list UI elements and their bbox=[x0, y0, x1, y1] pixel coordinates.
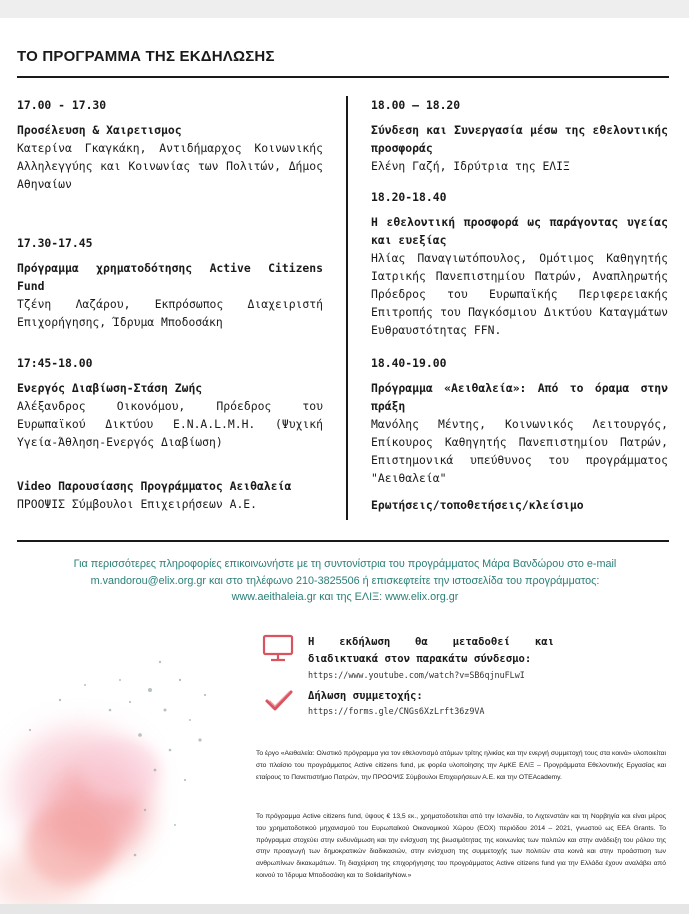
session-title: Σύνδεση και Συνεργασία μέσω της εθελοντικής προσφοράς bbox=[371, 123, 668, 155]
session-time: 18.00 – 18.20 bbox=[371, 98, 461, 112]
registration-label: Δήλωση συμμετοχής: bbox=[308, 690, 423, 702]
youtube-link[interactable]: https://www.youtube.com/watch?v=SB6qjnuFLwI bbox=[308, 670, 525, 680]
schedule-item bbox=[371, 188, 668, 339]
title-divider bbox=[17, 76, 669, 78]
schedule-item bbox=[371, 496, 668, 514]
session-speaker: Ελένη Γαζή, Ιδρύτρια της ΕΛΙΞ bbox=[371, 159, 570, 173]
top-band bbox=[0, 0, 689, 18]
session-speaker: Ηλίας Παναγιωτόπουλος, Ομότιμος Καθηγητής Ιατρικής Πανεπιστημίου Πατρών, Αναπληρωτής Πρόεδρος του Ευρωπαϊκής Περιφερειακής Επιτροπής του Παγκόσμιου Δικτύου Καταγμάτων Ευθραυστότητας FFN. bbox=[371, 251, 668, 337]
session-title: Πρόγραμμα «Αειθαλεία»: Από το όραμα στην πράξη bbox=[371, 381, 668, 413]
column-divider bbox=[346, 96, 348, 520]
session-time: 17.30-17.45 bbox=[17, 236, 93, 250]
session-title: Ερωτήσεις/τοποθετήσεις/κλείσιμο bbox=[371, 498, 584, 512]
monitor-icon bbox=[262, 634, 294, 662]
session-title: Video Παρουσίασης Προγράμματος Αειθαλεία bbox=[17, 479, 292, 493]
session-time: 17.00 - 17.30 bbox=[17, 98, 107, 112]
page-title: ΤΟ ΠΡΟΓΡΑΜΜΑ ΤΗΣ ΕΚΔΗΛΩΣΗΣ bbox=[17, 48, 275, 65]
session-title: Η εθελοντική προσφορά ως παράγοντας υγείας και ευεξίας bbox=[371, 215, 668, 247]
schedule-item bbox=[17, 354, 323, 451]
session-title: Ενεργός Διαβίωση-Στάση Ζωής bbox=[17, 381, 203, 395]
session-time: 18.20-18.40 bbox=[371, 190, 447, 204]
schedule-item bbox=[371, 354, 668, 487]
funding-description: Το πρόγραμμα Active citizens fund, ύψους € 13,5 εκ., χρηματοδοτείται από την Ισλανδία, το Λιχτενστάιν και τη Νορβηγία και είναι μέρος του χρηματοδοτικού μηχανισμού του Ευρωπαϊκού Οικονομικού Χώρου (ΕΟΧ) περιόδου 2014 – 2021, γνωστού ως EEA Grants. Το πρόγραμμα στοχεύει στην ενδυνάμωση και την ενίσχυση της βιωσιμότητας της κοινωνίας των πολιτών και στην ανάδειξη του ρόλου της στην προαγωγή των δημοκρατικών διαδικασιών, στην ενίσχυση της συμμετοχής των πολιτών στα κοινά και στην προάσπιση των ανθρωπίνων δικαιωμάτων. Τη διαχείριση της επιχορήγησης του προγράμματος Active citizens fund για την Ελλάδα έχουν αναλάβει από κοινού το Ίδρυμα Μποδοσάκη και το SolidarityNow.» bbox=[256, 813, 666, 879]
session-speaker: ΠΡΟΟΨΙΣ Σύμβουλοι Επιχειρήσεων Α.Ε. bbox=[17, 497, 258, 511]
project-description: Το έργο «Αειθαλεία: Ολιστικό πρόγραμμα για τον εθελοντισμό ατόμων τρίτης ηλικίας και την ενεργή συμμετοχή τους στα κοινά» υλοποιείται στο πλαίσιο του προγράμματος Active citizens fund, με φορέα υλοποίησης την ΑμΚΕ ΕΛΙΞ – Προγράμματα Εθελοντικής Εργασίας και εταίρους το Πανεπιστήμιο Πατρών, την ΠΡΟΟΨΙΣ Σύμβουλοι Επιχειρήσεων Α.Ε. και την OTEAcademy. bbox=[256, 750, 666, 781]
checkmark-icon bbox=[264, 688, 294, 714]
registration-form-link[interactable]: https://forms.gle/CNGs6XzLrft36z9VA bbox=[308, 706, 485, 716]
schedule-item bbox=[17, 96, 323, 193]
watercolor-splash bbox=[0, 640, 240, 914]
schedule-item bbox=[17, 477, 323, 513]
contact-info: Για περισσότερες πληροφορίες επικοινωνήστε με τη συντονίστρια του προγράμματος Μάρα Βανδώρου στο e-mail m.vandorou@elix.org.gr και στο τηλέφωνο 210-3825506 ή επισκεφτείτε την ιστοσελίδα του προγράμματος: www.aeithaleia.gr και της ΕΛΙΞ: www.elix.org.gr bbox=[73, 558, 617, 603]
session-speaker: Κατερίνα Γκαγκάκη, Αντιδήμαρχος Κοινωνικής Αλληλεγγύης και Κοινωνίας των Πολιτών, Δήμος Αθηναίων bbox=[17, 141, 323, 191]
broadcast-label: Η εκδήλωση θα μεταδοθεί και διαδικτυακά στον παρακάτω σύνδεσμο: bbox=[308, 636, 554, 665]
schedule-item bbox=[17, 234, 323, 331]
session-time: 17:45-18.00 bbox=[17, 356, 93, 370]
session-speaker: Τζένη Λαζάρου, Εκπρόσωπος Διαχειριστή Επιχορήγησης, Ίδρυμα Μποδοσάκη bbox=[17, 297, 323, 329]
session-speaker: Αλέξανδρος Οικονόμου, Πρόεδρος του Ευρωπαϊκού Δικτύου E.N.A.L.M.H. (Ψυχική Υγεία-Άθληση-Ενεργός Διαβίωση) bbox=[17, 399, 323, 449]
schedule-bottom-divider bbox=[17, 540, 669, 542]
session-time: 18.40-19.00 bbox=[371, 356, 447, 370]
session-title: Πρόγραμμα χρηματοδότησης Active Citizens Fund bbox=[17, 261, 323, 293]
session-title: Προσέλευση & Χαιρετισμος bbox=[17, 123, 182, 137]
schedule-item bbox=[371, 96, 668, 175]
session-speaker: Μανόλης Μέντης, Κοινωνικός Λειτουργός, Επίκουρος Καθηγητής Πανεπιστημίου Πατρών, Επιστημονικά υπεύθυνος του προγράμματος "Αειθαλεία" bbox=[371, 417, 668, 485]
bottom-band bbox=[0, 904, 689, 914]
